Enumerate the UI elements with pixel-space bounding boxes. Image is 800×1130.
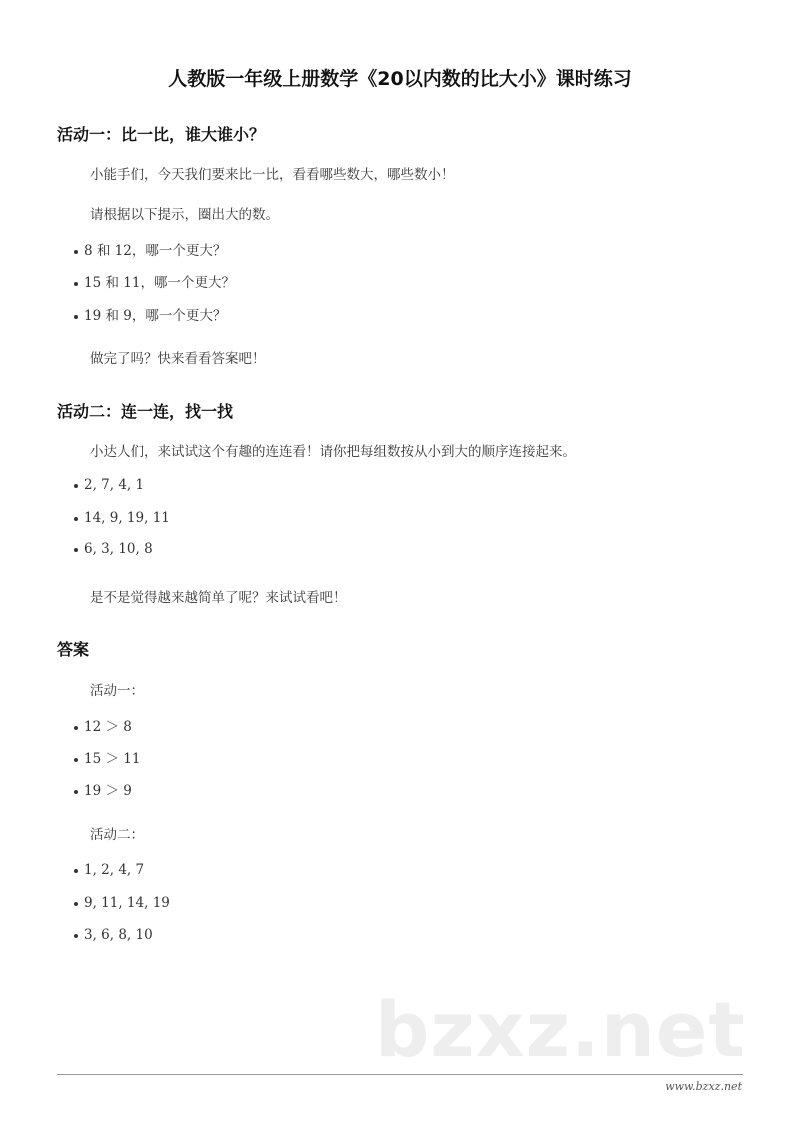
- watermark: bzxz.net: [375, 985, 746, 1074]
- answers-heading: 答案: [57, 640, 90, 659]
- bullet-icon: [74, 315, 78, 319]
- list-item: [74, 271, 235, 291]
- list-item: [74, 779, 132, 799]
- footer-url: www.bzxz.net: [665, 1080, 742, 1093]
- activity2-intro: 小达人们，来试试这个有趣的连连看！请你把每组数按从小到大的顺序连接起来。: [90, 444, 576, 460]
- list-item: [74, 747, 140, 767]
- bullet-icon: [74, 902, 78, 906]
- activity1-outro: 做完了吗？快来看看答案吧！: [90, 351, 266, 367]
- list-item: [74, 510, 170, 526]
- list-item: [74, 541, 153, 557]
- bullet-icon: [74, 282, 78, 286]
- answers-activity1-label: 活动一：: [90, 683, 144, 699]
- activity1-heading: 活动一：比一比，谁大谁小？: [57, 125, 266, 144]
- list-item: [74, 715, 132, 735]
- list-item-text: 3, 6, 8, 10: [84, 927, 153, 943]
- activity1-intro: 小能手们，今天我们要来比一比，看看哪些数大，哪些数小！: [90, 167, 455, 183]
- list-item-text: 19 和 9，哪一个更大？: [84, 308, 227, 324]
- activity2-outro: 是不是觉得越来越简单了呢？来试试看吧！: [90, 590, 347, 606]
- list-item: [74, 477, 144, 493]
- list-item-text: 9, 11, 14, 19: [84, 895, 170, 911]
- bullet-icon: [74, 758, 78, 762]
- list-item-text: 15 和 11，哪一个更大？: [84, 275, 235, 291]
- bullet-icon: [74, 548, 78, 552]
- page-title: 人教版一年级上册数学《20以内数的比大小》课时练习: [168, 68, 632, 90]
- list-item-text: 1, 2, 4, 7: [84, 862, 145, 878]
- list-item-text: 19 ＞ 9: [84, 783, 132, 799]
- answers-activity2-label: 活动二：: [90, 827, 144, 843]
- bullet-icon: [74, 869, 78, 873]
- list-item: [74, 304, 226, 324]
- list-item: [74, 895, 170, 911]
- list-item: [74, 862, 144, 878]
- list-item-text: 12 ＞ 8: [84, 719, 132, 735]
- list-item-text: 15 ＞ 11: [84, 751, 141, 767]
- list-item-text: 2, 7, 4, 1: [84, 477, 145, 493]
- bullet-icon: [74, 790, 78, 794]
- list-item-text: 6, 3, 10, 8: [84, 541, 153, 557]
- bullet-icon: [74, 934, 78, 938]
- list-item: [74, 927, 153, 943]
- activity2-heading: 活动二：连一连，找一找: [57, 402, 234, 421]
- bullet-icon: [74, 517, 78, 521]
- footer-divider: [57, 1074, 743, 1075]
- list-item: [74, 239, 226, 259]
- list-item-text: 8 和 12，哪一个更大？: [84, 243, 227, 259]
- activity1-instruction: 请根据以下提示，圈出大的数。: [90, 207, 279, 223]
- bullet-icon: [74, 484, 78, 488]
- bullet-icon: [74, 726, 78, 730]
- list-item-text: 14, 9, 19, 11: [84, 510, 170, 526]
- bullet-icon: [74, 250, 78, 254]
